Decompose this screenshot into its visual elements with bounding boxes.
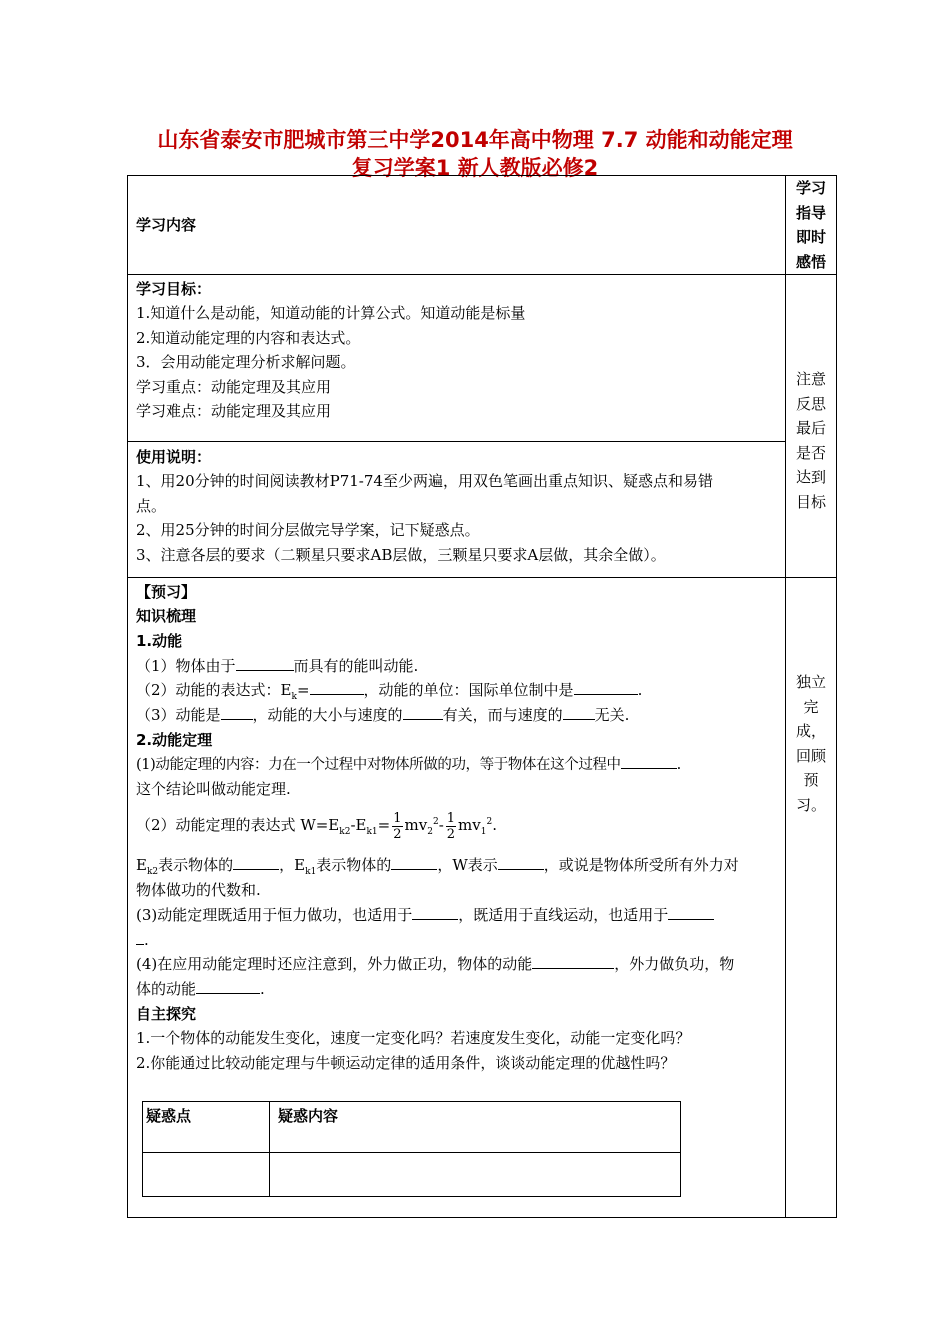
question-item: 1.一个物体的动能发生变化，速度一定变化吗？若速度发生变化，动能一定变化吗？ [136, 1029, 691, 1047]
question-item: 2.你能通过比较动能定理与牛顿运动定律的适用条件，谈谈动能定理的优越性吗？ [136, 1054, 676, 1072]
text: E [136, 856, 147, 874]
text-line: 物体做功的代数和. [136, 881, 261, 899]
text: . [260, 980, 265, 998]
side-note-line: 完 [803, 697, 819, 716]
side-note-reflect [786, 367, 836, 514]
objective-item: 3．会用动能定理分析求解问题。 [136, 353, 356, 371]
side-note-line: 成， [795, 722, 826, 740]
subscript: k1 [305, 867, 317, 877]
blank [236, 654, 294, 671]
difficult-point: 学习难点：动能定理及其应用 [136, 402, 332, 420]
text: . [144, 931, 149, 949]
side-note-line: 回顾 [795, 746, 826, 765]
text: . [637, 681, 643, 699]
document-title-line2: 复习学案1 新人教版必修2 [351, 156, 599, 180]
subscript: 2 [427, 827, 433, 837]
text: mv [404, 816, 428, 834]
text: 体的动能 [136, 980, 197, 998]
numerator: 1 [393, 810, 402, 826]
blank [221, 703, 253, 720]
objective-item: 2.知道动能定理的内容和表达式。 [136, 329, 361, 347]
key-point: 学习重点：动能定理及其应用 [136, 378, 332, 396]
side-note-line: 预 [803, 771, 819, 789]
formula-line [136, 810, 497, 845]
section-theorem: 2.动能定理 [136, 731, 213, 749]
instruction-item: 点。 [136, 497, 167, 515]
instruction-item: 2、用25分钟的时间分层做完导学案，记下疑惑点。 [136, 521, 480, 539]
objective-item: 1.知道什么是动能，知道动能的计算公式。知道动能是标量 [136, 304, 526, 322]
row-divider-header [127, 274, 837, 275]
guide-header-line: 感悟 [795, 252, 826, 271]
superscript: 2 [486, 817, 493, 827]
side-note-line: 是否 [795, 443, 826, 462]
subscript: k2 [146, 867, 159, 877]
side-note-line: 达到 [795, 468, 826, 486]
text: ，动能的大小与速度的 [252, 706, 403, 724]
text: ，既适用于直线运动，也适用于 [458, 906, 669, 924]
instruction-item: 1、用20分钟的时间阅读教材P71-74至少两遍，用双色笔画出重点知识、疑惑点和易错 [136, 472, 713, 490]
denominator: 2 [393, 826, 402, 842]
doubt-column-header: 疑惑点 [146, 1107, 192, 1125]
text: -E [350, 816, 367, 834]
guide-header-line: 即时 [795, 228, 826, 246]
subscript: k2 [339, 827, 351, 837]
fraction-half [446, 811, 456, 842]
preview-heading: 【预习】 [136, 583, 197, 601]
blank [574, 678, 638, 695]
content-header: 学习内容 [136, 216, 197, 234]
guide-header-line: 指导 [795, 203, 826, 222]
blank [136, 928, 144, 945]
doubt-table-column-divider [269, 1101, 270, 1197]
fill-line [136, 903, 714, 928]
text: （3）动能是 [136, 706, 221, 724]
doubt-table-row-divider [142, 1152, 681, 1153]
fill-line [136, 952, 734, 977]
text: ，W表示 [437, 856, 498, 874]
self-inquiry-heading: 自主探究 [136, 1005, 197, 1023]
blank [403, 703, 443, 720]
subscript: k1 [366, 827, 378, 837]
text: 无关. [594, 706, 630, 724]
document-title-line1: 山东省泰安市肥城市第三中学2014年高中物理 7.7 动能和动能定理 [157, 128, 793, 152]
blank [412, 903, 458, 920]
text: . [676, 757, 681, 773]
side-note-line: 最后 [795, 419, 826, 437]
blank [668, 903, 714, 920]
text: (1)动能定理的内容：力在一个过程中对物体所做的功，等于物体在这个过程中 [136, 757, 621, 773]
blank [498, 853, 544, 870]
superscript: 2 [432, 817, 439, 827]
numerator: 1 [446, 810, 456, 826]
side-note-line: 注意 [795, 370, 826, 388]
row-divider-instructions [127, 577, 837, 578]
text: 表示物体的 [316, 856, 392, 874]
text: . [492, 816, 497, 834]
row-divider-objectives [127, 441, 785, 442]
text: 有关，而与速度的 [442, 706, 563, 724]
doubt-table [142, 1101, 681, 1197]
blank [621, 752, 677, 769]
side-note-line: 目标 [795, 492, 826, 511]
text: = [377, 816, 391, 834]
side-note-line: 独立 [795, 673, 826, 691]
instructions-heading: 使用说明： [136, 448, 212, 466]
knowledge-heading: 知识梳理 [136, 607, 197, 625]
fill-line [136, 977, 265, 1002]
text: = [296, 681, 310, 699]
text: (3)动能定理既适用于恒力做功，也适用于 [136, 906, 413, 924]
doubt-content-column-header: 疑惑内容 [278, 1107, 339, 1125]
blank [310, 678, 364, 695]
text-line: 这个结论叫做动能定理. [136, 780, 291, 798]
blank [563, 703, 595, 720]
text: ，外力做负功，物 [614, 955, 735, 973]
text: ，或说是物体所受所有外力对 [543, 856, 739, 874]
side-note-line: 习。 [795, 795, 826, 814]
fill-line [136, 703, 629, 728]
blank [532, 952, 614, 969]
text: ，动能的单位：国际单位制中是 [363, 681, 574, 699]
text: 表示物体的 [158, 856, 234, 874]
blank [196, 977, 260, 994]
guide-header [786, 176, 836, 274]
subscript: k [291, 692, 297, 702]
section-kinetic-energy: 1.动能 [136, 632, 183, 650]
blank [233, 853, 279, 870]
instruction-item: 3、注意各层的要求（二颗星只要求AB层做，三颗星只要求A层做，其余全做）。 [136, 546, 666, 564]
fill-line [136, 752, 681, 778]
side-note-line: 反思 [795, 394, 826, 413]
text: （2）动能定理的表达式 W=E [136, 816, 340, 834]
text: （2）动能的表达式：E [136, 681, 292, 699]
fill-line [136, 654, 418, 679]
text: 而具有的能叫动能. [293, 657, 419, 675]
fill-line [136, 928, 149, 953]
text: mv [458, 816, 481, 834]
side-note-preview [786, 670, 836, 817]
text: （1）物体由于 [136, 657, 236, 675]
denominator: 2 [446, 826, 456, 842]
objectives-heading: 学习目标： [136, 280, 212, 298]
guide-header-line: 学习 [795, 179, 826, 197]
subscript: 1 [480, 827, 487, 837]
fraction-half [392, 811, 402, 842]
text: ，E [279, 856, 306, 874]
text: - [438, 816, 444, 834]
blank [391, 853, 437, 870]
text: (4)在应用动能定理时还应注意到，外力做正功，物体的动能 [136, 955, 533, 973]
